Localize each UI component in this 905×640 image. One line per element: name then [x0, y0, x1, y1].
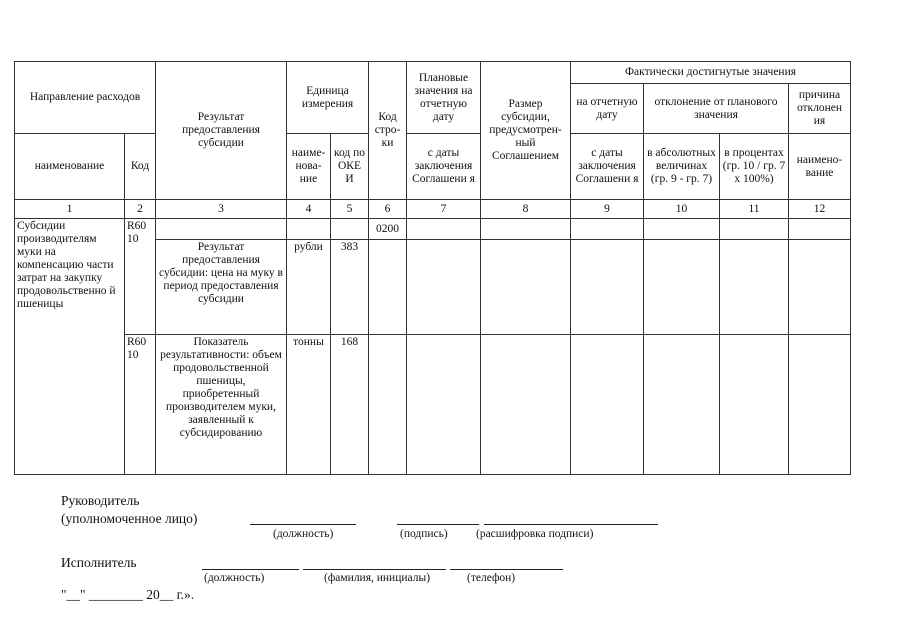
- header-unit: Единица измерения: [287, 62, 369, 134]
- row-name: Субсидии производителям муки на компенсацию части затрат на закупку продовольственно й пшеницы: [15, 219, 125, 475]
- position-caption: (должность): [273, 528, 334, 540]
- header-since-date-plan: с даты заключения Соглашени я: [407, 134, 481, 200]
- table-row: [15, 335, 851, 475]
- col-num: 1: [15, 200, 125, 219]
- row-indicator-text: Показатель результативности: объем продовольственной пшеницы, приобретенный производителем муки, заявленный к субсидированию: [156, 335, 287, 475]
- row-unit: рубли: [287, 240, 331, 335]
- header-pct: в процентах (гр. 10 / гр. 7 х 100%): [720, 134, 789, 200]
- row-okei: 383: [331, 240, 369, 335]
- report-table: [14, 61, 851, 475]
- head-sub-label: (уполномоченное лицо): [61, 511, 198, 526]
- row-line-code: 0200: [369, 219, 407, 240]
- header-result: Результат предоставления субсидии: [156, 62, 287, 200]
- row-unit: тонны: [287, 335, 331, 475]
- header-reason: причина отклонен ия: [789, 84, 851, 134]
- decoding-caption: (расшифровка подписи): [476, 528, 594, 540]
- position-line: [250, 524, 356, 525]
- header-direction: Направление расходов: [15, 62, 156, 134]
- header-abs: в абсолютных величинах (гр. 9 - гр. 7): [644, 134, 720, 200]
- header-code-line: Код стро-ки: [369, 62, 407, 200]
- phone-line: [450, 569, 563, 570]
- col-num: 6: [369, 200, 407, 219]
- col-num: 10: [644, 200, 720, 219]
- col-num: 3: [156, 200, 287, 219]
- col-num: 2: [125, 200, 156, 219]
- fio-line: [303, 569, 446, 570]
- date-line: "__" ________ 20__ г.».: [61, 587, 195, 602]
- executor-position-line: [202, 569, 299, 570]
- header-unit-name: наиме-нова-ние: [287, 134, 331, 200]
- col-num: 8: [481, 200, 571, 219]
- header-name: наименование: [15, 134, 125, 200]
- signature-caption: (подпись): [400, 528, 448, 540]
- executor-label: Исполнитель: [61, 555, 137, 570]
- table-row: [15, 219, 851, 240]
- col-num: 4: [287, 200, 331, 219]
- col-num: 7: [407, 200, 481, 219]
- header-reason-name: наимено-вание: [789, 134, 851, 200]
- head-label: Руководитель: [61, 493, 140, 508]
- signature-line: [397, 524, 479, 525]
- row-code: R60 10: [125, 219, 156, 335]
- col-num: 9: [571, 200, 644, 219]
- row-code: R60 10: [125, 335, 156, 475]
- fio-caption: (фамилия, инициалы): [324, 572, 431, 584]
- column-numbers-row: [15, 200, 851, 219]
- row-result-text: Результат предоставления субсидии: цена на муку в период предоставления субсидии: [156, 240, 287, 335]
- header-okei: код по ОКЕ И: [331, 134, 369, 200]
- col-num: 11: [720, 200, 789, 219]
- col-num: 5: [331, 200, 369, 219]
- header-on-date: на отчетную дату: [571, 84, 644, 134]
- header-size: Размер субсидии, предусмотрен-ный Соглашением: [481, 62, 571, 200]
- header-planned: Плановые значения на отчетную дату: [407, 62, 481, 134]
- header-code: Код: [125, 134, 156, 200]
- header-actual: Фактически достигнутые значения: [571, 62, 851, 84]
- executor-position-caption: (должность): [204, 572, 265, 584]
- header-deviation: отклонение от планового значения: [644, 84, 789, 134]
- decoding-line: [484, 524, 658, 525]
- row-okei: 168: [331, 335, 369, 475]
- header-since-date-actual: с даты заключения Соглашени я: [571, 134, 644, 200]
- phone-caption: (телефон): [467, 572, 516, 584]
- col-num: 12: [789, 200, 851, 219]
